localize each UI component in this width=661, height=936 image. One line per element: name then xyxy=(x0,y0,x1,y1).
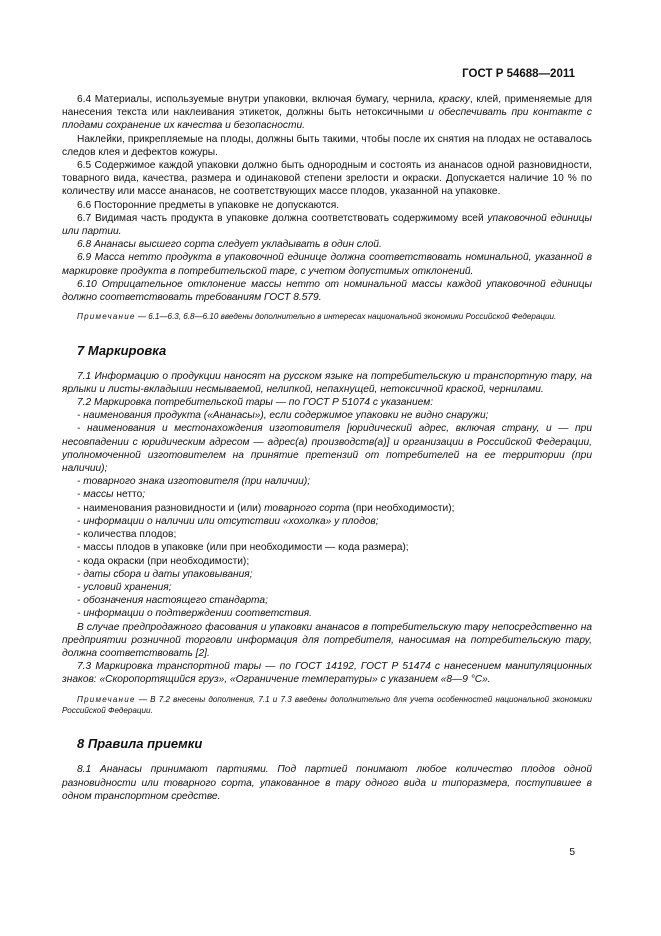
paragraph-7-3 xyxy=(62,660,592,686)
note-text: — 6.1—6.3, 6.8—6.10 введены дополнительно в интересах национальной экономики Российской Федерации. xyxy=(135,312,557,322)
text-run: 7.3 Маркировка транспортной тары — по ГОСТ 14192, ГОСТ Р 51474 с нанесением манипуля xyxy=(77,661,552,673)
text-run: - массы xyxy=(77,489,114,501)
text-run: ; xyxy=(142,489,146,501)
text-run: краску xyxy=(438,94,470,105)
paragraph-6-10: 6.10 Отрицательное отклонение массы нетто от номинальной массы каждой упаковочной единицы должно соответствовать требованиям ГОСТ 8.579. xyxy=(62,278,592,304)
list-item: - товарного знака изготовителя (при наличии); xyxy=(77,476,311,488)
text-run: нетто xyxy=(113,489,143,501)
list-item: - обозначения настоящего стандарта; xyxy=(77,595,268,607)
note-label: Примечание xyxy=(77,694,136,704)
list-item: - информации о наличии или отсутствии «хохолка» у плодов; xyxy=(77,515,379,527)
paragraph-6-9: 6.9 Масса нетто продукта в упаковочной единице должна соответствовать номинальной, указанной в маркировке продукта в потребительской таре, с учетом допустимых отклонений. xyxy=(62,252,592,277)
list-item xyxy=(62,502,592,515)
paragraph-8-1: 8.1 Ананасы принимают партиями. Под партией понимают любое количество плодов одной разновидности или товарного сорта, упакованное в тару одного вида и типоразмера, поступившее в одном транспортном средстве. xyxy=(62,764,592,802)
paragraph-labels: Наклейки, прикрепляемые на плоды, должны быть такими, чтобы после их снятия на плодах не оставалось следов клея и дефектов кожуры. xyxy=(62,133,592,158)
list-item: - количества плодов; xyxy=(77,529,177,541)
paragraph-6-8: 6.8 Ананасы высшего сорта следует укладывать в один слой. xyxy=(77,239,382,251)
paragraph-7-1: 7.1 Информацию о продукции наносят на русском языке на потребительскую и транспортную тару, на ярлыки и листы-вкладыши несмываемой, нелипкой, непахнущей, нетоксичной краской, чернилами. xyxy=(62,370,592,395)
note-text: — В 7.2 внесены дополнения, 7.1 и 7.3 введены дополнительно для учета особенностей национальной экономики Российской Федерации. xyxy=(62,694,592,715)
list-item: - наименования продукта («Ананасы»), если содержимое упаковки не видно снаружи; xyxy=(77,410,489,422)
text-run: 6.7 Видимая часть продукта в упаковке должна соответствовать содержимому всей xyxy=(77,212,488,224)
paragraph-6-6: 6.6 Посторонние предметы в упаковке не допускаются. xyxy=(77,199,340,211)
list-item: - даты сбора и даты упаковывания; xyxy=(77,568,253,580)
text-run: 6.4 Материалы, используемые внутри упаковки, включая бумагу, чернила, xyxy=(77,94,439,105)
page-number: 5 xyxy=(569,847,575,858)
section-8-heading: 8 Правила приемки xyxy=(77,736,203,752)
section-7-heading: 7 Маркировка xyxy=(77,342,167,358)
paragraph-6-7 xyxy=(62,212,592,238)
list-item: - массы плодов в упаковке (или при необходимости — кода размера); xyxy=(77,542,409,554)
list-item: - информации о подтверждении соответствия. xyxy=(77,608,313,620)
list-item xyxy=(62,488,592,501)
text-run: ционных знаков: «Скоропортящийся груз», «Ограничение температуры» с указанием «8—9 °С». xyxy=(62,661,592,686)
list-item: - наименования и местонахождения изготовителя [юридический адрес, включая страну, и — при несовпадении с юридическим адресом — адрес(а) производств(а)] и организации в Российской Федерации, уполномоченной изготовителем на принятие претензий от потребителей на ее территории (при наличии); xyxy=(62,423,592,475)
standard-header: ГОСТ Р 54688—2011 xyxy=(462,68,575,80)
text-run: товарного сорта xyxy=(264,502,350,514)
paragraph-6-4 xyxy=(62,93,592,133)
paragraph-6-5: 6.5 Содержимое каждой упаковки должно быть однородным и состоять из ананасов одной разновидности, товарного вида, качества, размера и одинаковой степени зрелости и окраски. Допускается наличие 10 % по количеству или массе ананасов, не соответствующих массе плодов, указанной на упаковке. xyxy=(62,160,592,198)
text-run: - наименования разновидности и (или) xyxy=(77,502,265,514)
paragraph-7-2: 7.2 Маркировка потребительской тары — по ГОСТ Р 51074 с указанием: xyxy=(77,397,434,409)
page-content xyxy=(62,93,592,803)
note-2 xyxy=(62,694,592,717)
paragraph-retail: В случае предпродажного фасования и упаковки ананасов в потребительскую тару непосредственно на предприятии розничной торговли информация для потребителя, наносимая на потребительскую тару, должна соответствовать [2]. xyxy=(62,621,592,659)
list-item: - кода окраски (при необходимости); xyxy=(77,555,250,567)
text-run: , клей, применяемые для нанесения текста или наклеивания этикеток, должны быть нетоксичными xyxy=(62,94,592,119)
text-run: (при необходимости); xyxy=(349,502,455,514)
note-1 xyxy=(62,311,592,322)
list-item: - условий хранения; xyxy=(77,581,172,593)
note-label: Примечание xyxy=(77,312,136,322)
text-run: и обеспечивать при контакте с плодами сохранение их качества и безопасности. xyxy=(62,107,592,132)
text-run: упаковочной единицы или партии. xyxy=(62,212,592,238)
